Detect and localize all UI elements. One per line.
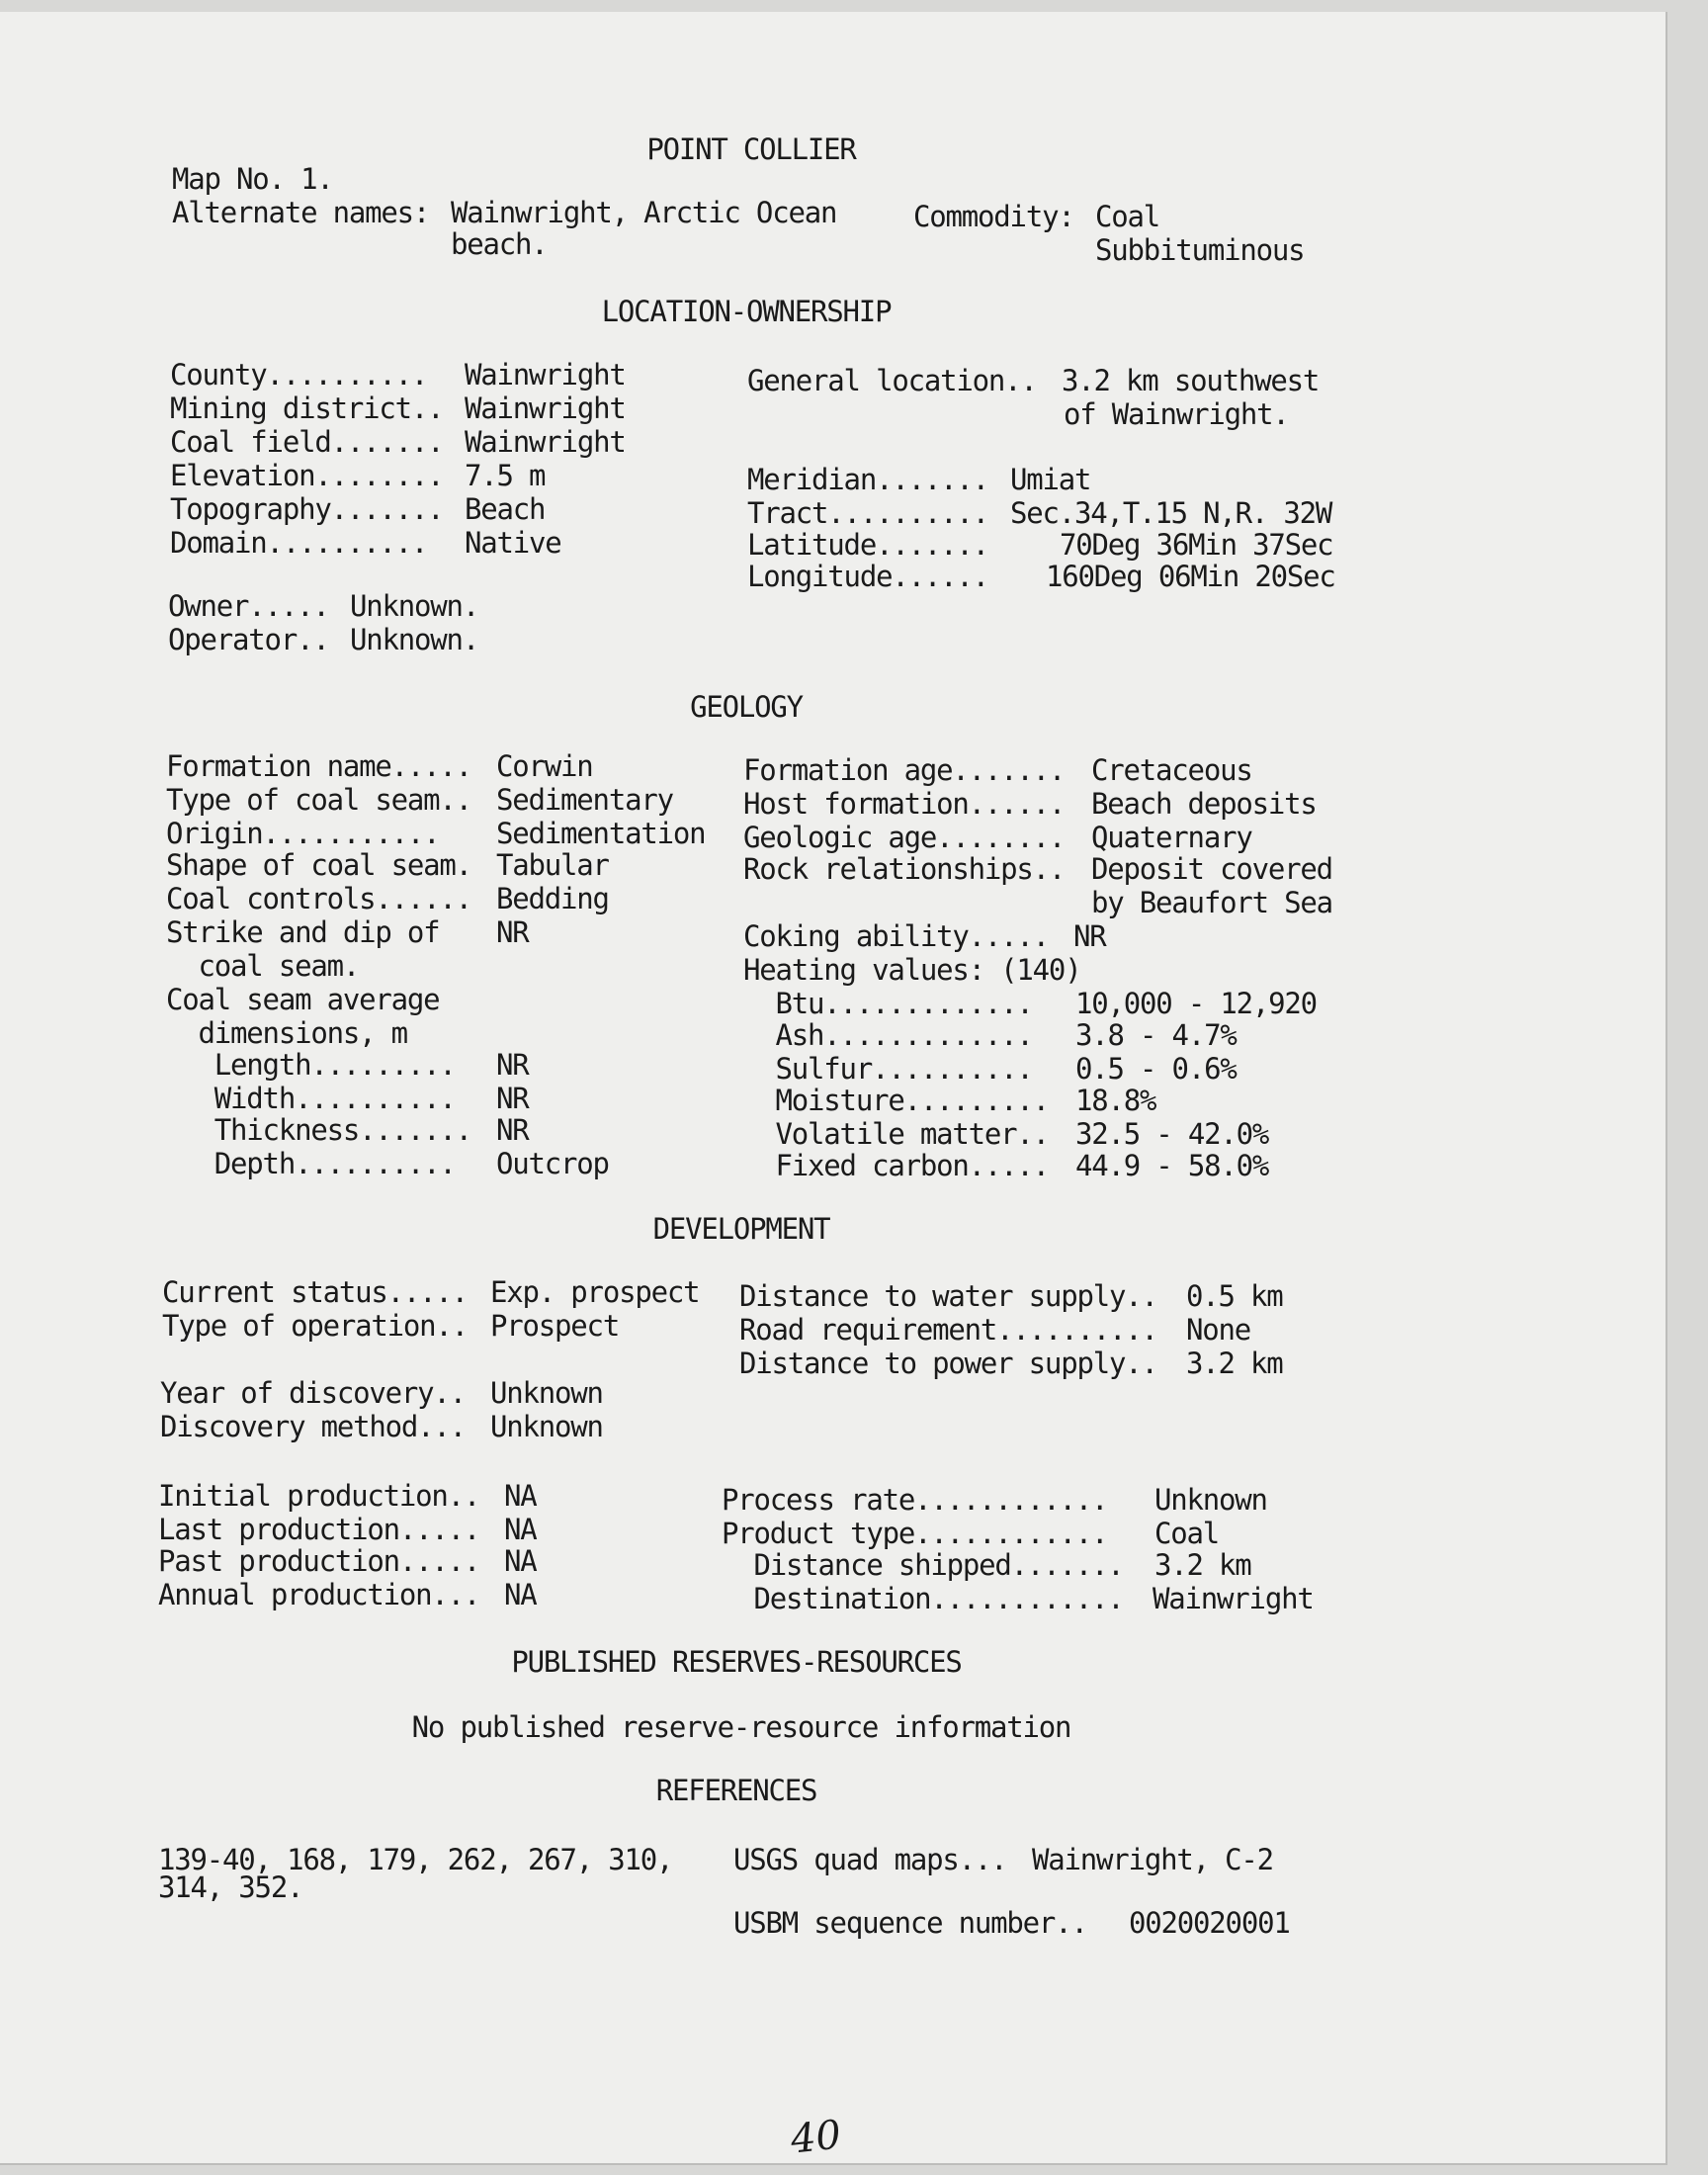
- commodity-line1: Coal: [1095, 200, 1160, 233]
- process-value: Unknown: [1154, 1483, 1267, 1517]
- process-label: Destination............: [722, 1582, 1124, 1615]
- supply-value: None: [1186, 1313, 1251, 1347]
- reserves-text: No published reserve-resource information: [411, 1710, 1071, 1744]
- production-value: NA: [504, 1513, 537, 1546]
- owner-value: Unknown.: [350, 589, 479, 623]
- geology-right-value: Deposit covered: [1091, 852, 1332, 886]
- production-label: Past production.....: [158, 1544, 480, 1578]
- supply-value: 3.2 km: [1186, 1347, 1283, 1380]
- location-right-label: Meridian.......: [747, 463, 988, 496]
- production-value: NA: [504, 1578, 537, 1611]
- usgs-quad-value: Wainwright, C-2: [1032, 1843, 1273, 1876]
- location-left-label: Domain..........: [170, 526, 428, 560]
- location-left-value: Wainwright: [465, 358, 626, 392]
- geology-right-label: Ash.............: [743, 1018, 1033, 1052]
- location-left-value: Native: [465, 526, 561, 560]
- commodity-line2: Subbituminous: [1095, 233, 1305, 267]
- geology-right-label: Geologic age........: [743, 821, 1066, 854]
- production-label: Initial production..: [158, 1479, 480, 1513]
- process-value: Coal: [1154, 1517, 1220, 1550]
- general-location-value: 3.2 km southwest: [1062, 364, 1320, 397]
- geology-right-value: Cretaceous: [1091, 753, 1252, 787]
- usbm-sequence-value: 0020020001: [1129, 1906, 1290, 1940]
- geology-left-label: Thickness.......: [166, 1113, 471, 1147]
- location-right-value: 70Deg 36Min 37Sec: [1060, 528, 1333, 562]
- geology-left-label: Length.........: [166, 1048, 456, 1082]
- production-value: NA: [504, 1544, 537, 1578]
- production-label: Last production.....: [158, 1513, 480, 1546]
- location-left-label: Mining district..: [170, 392, 444, 425]
- geology-right-label: Host formation......: [743, 787, 1066, 821]
- geology-right-value: 44.9 - 58.0%: [1075, 1149, 1269, 1182]
- geology-right-label: Volatile matter..: [743, 1117, 1049, 1151]
- geology-right-label: Formation age.......: [743, 753, 1066, 787]
- geology-right-value: 3.8 - 4.7%: [1075, 1018, 1237, 1052]
- discovery-value: Unknown: [490, 1376, 603, 1410]
- geology-right-value: NR: [1073, 919, 1106, 953]
- supply-label: Road requirement..........: [739, 1313, 1157, 1347]
- map-number: Map No. 1.: [172, 162, 333, 196]
- document-title: POINT COLLIER: [646, 132, 856, 166]
- location-heading: LOCATION-OWNERSHIP: [601, 295, 892, 328]
- discovery-value: Unknown: [490, 1410, 603, 1443]
- alternate-names-line2: beach.: [451, 227, 548, 261]
- references-list: 139-40, 168, 179, 262, 267, 310,: [158, 1843, 673, 1876]
- alternate-names-label: Alternate names:: [172, 196, 430, 229]
- references-heading: REFERENCES: [655, 1774, 817, 1807]
- geology-left-label: Formation name.....: [166, 749, 471, 783]
- location-right-label: Tract..........: [747, 496, 988, 530]
- geology-right-label: Heating values: (140): [743, 953, 1081, 987]
- discovery-label: Discovery method...: [160, 1410, 466, 1443]
- supply-label: Distance to power supply..: [739, 1347, 1157, 1380]
- geology-left-value: Bedding: [496, 882, 609, 915]
- general-location-value: of Wainwright.: [1064, 397, 1289, 431]
- geology-left-value: Tabular: [496, 848, 609, 882]
- geology-right-value: by Beaufort Sea: [1091, 886, 1332, 919]
- location-right-value: Umiat: [1010, 463, 1091, 496]
- geology-right-label: Moisture.........: [743, 1084, 1049, 1117]
- geology-right-label: Btu.............: [743, 987, 1033, 1020]
- alternate-names-line1: Wainwright, Arctic Ocean: [451, 196, 837, 229]
- location-right-label: Latitude.......: [747, 528, 988, 562]
- supply-label: Distance to water supply..: [739, 1279, 1157, 1313]
- geology-right-value: Quaternary: [1091, 821, 1252, 854]
- usgs-quad-label: USGS quad maps...: [733, 1843, 1007, 1876]
- geology-right-label: Fixed carbon.....: [743, 1149, 1049, 1182]
- location-left-value: Beach: [465, 492, 546, 526]
- geology-right-label: Sulfur..........: [743, 1052, 1033, 1086]
- operator-value: Unknown.: [350, 623, 479, 656]
- location-left-label: Topography.......: [170, 492, 444, 526]
- geology-right-value: 32.5 - 42.0%: [1075, 1117, 1269, 1151]
- process-label: Process rate............: [722, 1483, 1108, 1517]
- location-left-value: 7.5 m: [465, 459, 546, 492]
- process-label: Distance shipped.......: [722, 1548, 1124, 1582]
- geology-left-label: Depth..........: [166, 1147, 456, 1180]
- production-value: NA: [504, 1479, 537, 1513]
- general-location-label: General location..: [747, 364, 1037, 397]
- commodity-label: Commodity:: [913, 200, 1074, 233]
- location-left-label: County..........: [170, 358, 428, 392]
- geology-left-label: Origin...........: [166, 817, 440, 850]
- owner-label: Owner.....: [168, 589, 329, 623]
- geology-left-label: Shape of coal seam.: [166, 848, 471, 882]
- geology-heading: GEOLOGY: [690, 690, 803, 724]
- geology-right-value: 0.5 - 0.6%: [1075, 1052, 1237, 1086]
- geology-left-label: Width..........: [166, 1082, 456, 1115]
- location-right-value: Sec.34,T.15 N,R. 32W: [1010, 496, 1332, 530]
- development-status-label: Type of operation..: [162, 1309, 468, 1343]
- page-number: 40: [788, 2112, 844, 2163]
- geology-left-value: NR: [496, 1113, 529, 1147]
- geology-left-value: Sedimentary: [496, 783, 673, 817]
- location-left-value: Wainwright: [465, 425, 626, 459]
- geology-left-label: dimensions, m: [166, 1016, 407, 1050]
- development-status-value: Exp. prospect: [490, 1275, 700, 1309]
- geology-left-value: NR: [496, 1082, 529, 1115]
- reserves-heading: PUBLISHED RESERVES-RESOURCES: [511, 1645, 962, 1679]
- production-label: Annual production...: [158, 1578, 480, 1611]
- geology-right-label: Rock relationships..: [743, 852, 1066, 886]
- geology-left-value: NR: [496, 915, 529, 949]
- geology-left-value: Corwin: [496, 749, 593, 783]
- geology-left-value: NR: [496, 1048, 529, 1082]
- development-heading: DEVELOPMENT: [652, 1212, 830, 1246]
- geology-left-value: Outcrop: [496, 1147, 609, 1180]
- location-left-label: Coal field.......: [170, 425, 444, 459]
- process-value: 3.2 km: [1154, 1548, 1251, 1582]
- geology-left-label: Strike and dip of: [166, 915, 440, 949]
- geology-left-value: Sedimentation: [496, 817, 706, 850]
- development-status-label: Current status.....: [162, 1275, 468, 1309]
- geology-left-label: Coal controls......: [166, 882, 471, 915]
- document-page: [0, 12, 1667, 2165]
- geology-left-label: Type of coal seam..: [166, 783, 471, 817]
- usbm-sequence-label: USBM sequence number..: [733, 1906, 1087, 1940]
- operator-label: Operator..: [168, 623, 329, 656]
- geology-right-label: Coking ability.....: [743, 919, 1049, 953]
- location-left-value: Wainwright: [465, 392, 626, 425]
- geology-right-value: 10,000 - 12,920: [1075, 987, 1317, 1020]
- location-right-label: Longitude......: [747, 560, 988, 593]
- geology-left-label: Coal seam average: [166, 983, 440, 1016]
- references-list: 314, 352.: [158, 1870, 303, 1904]
- location-right-value: 160Deg 06Min 20Sec: [1046, 560, 1335, 593]
- geology-right-value: Beach deposits: [1091, 787, 1317, 821]
- process-label: Product type............: [722, 1517, 1108, 1550]
- process-value: Wainwright: [1153, 1582, 1314, 1615]
- discovery-label: Year of discovery..: [160, 1376, 466, 1410]
- location-left-label: Elevation........: [170, 459, 444, 492]
- geology-left-label: coal seam.: [166, 949, 360, 983]
- development-status-value: Prospect: [490, 1309, 620, 1343]
- supply-value: 0.5 km: [1186, 1279, 1283, 1313]
- geology-right-value: 18.8%: [1075, 1084, 1156, 1117]
